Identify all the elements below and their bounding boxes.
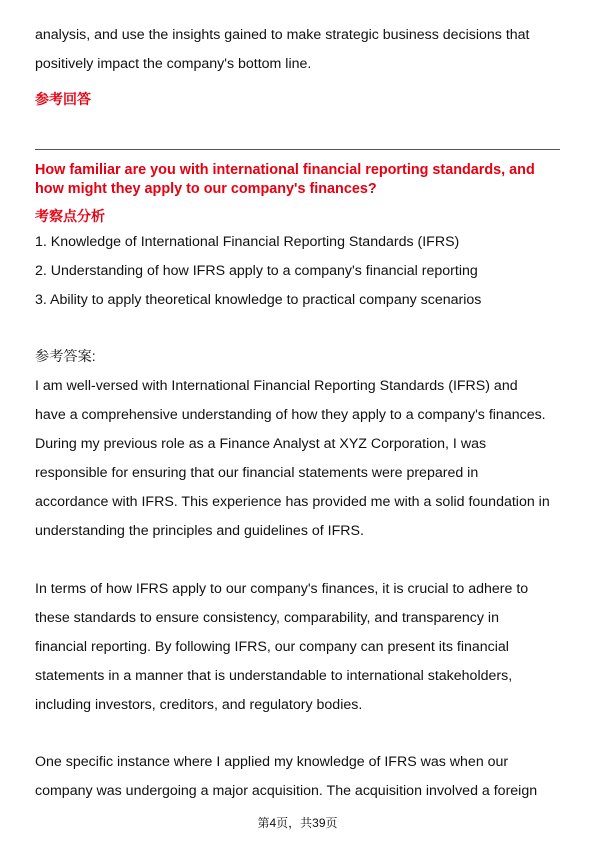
answer-paragraph-line: including investors, creditors, and regulatory bodies. [35, 697, 363, 713]
question-title-line: How familiar are you with international financial reporting standards, and [35, 162, 535, 178]
answer-paragraph-line: these standards to ensure consistency, comparability, and transparency in [35, 610, 499, 626]
intro-text-line: positively impact the company's bottom line. [35, 56, 312, 72]
analysis-heading: 考察点分析 [35, 208, 105, 224]
question-title-line: how might they apply to our company's finances? [35, 181, 377, 197]
answer-paragraph-line: One specific instance where I applied my knowledge of IFRS was when our [35, 754, 509, 770]
answer-paragraph-line: In terms of how IFRS apply to our company's finances, it is crucial to adhere to [35, 581, 529, 597]
section-divider [35, 149, 560, 150]
answer-heading: 参考答案: [35, 349, 96, 365]
intro-text-line: analysis, and use the insights gained to make strategic business decisions that [35, 27, 530, 43]
answer-paragraph-line: financial reporting. By following IFRS, our company can present its financial [35, 639, 509, 655]
reference-answer-label: 参考回答 [35, 91, 91, 107]
answer-paragraph-line: understanding the principles and guidelines of IFRS. [35, 523, 364, 539]
answer-paragraph-line: accordance with IFRS. This experience has provided me with a solid foundation in [35, 494, 550, 510]
answer-paragraph-line: company was undergoing a major acquisition. The acquisition involved a foreign [35, 783, 538, 799]
answer-paragraph-line: have a comprehensive understanding of how they apply to a company's finances. [35, 407, 546, 423]
answer-paragraph-line: I am well-versed with International Financial Reporting Standards (IFRS) and [35, 378, 518, 394]
page-number: 第4页，共39页 [257, 816, 338, 830]
analysis-point: 2. Understanding of how IFRS apply to a company's financial reporting [35, 263, 478, 279]
answer-paragraph-line: statements in a manner that is understandable to international stakeholders, [35, 668, 513, 684]
analysis-point: 1. Knowledge of International Financial Reporting Standards (IFRS) [35, 234, 460, 250]
answer-paragraph-line: responsible for ensuring that our financial statements were prepared in [35, 465, 479, 481]
answer-paragraph-line: During my previous role as a Finance Analyst at XYZ Corporation, I was [35, 436, 487, 452]
analysis-point: 3. Ability to apply theoretical knowledge to practical company scenarios [35, 292, 482, 308]
